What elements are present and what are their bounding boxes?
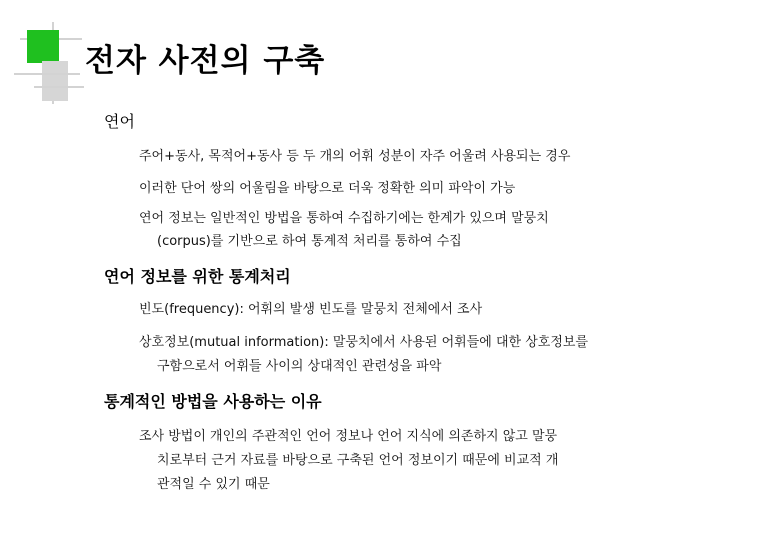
bullet-line-continuation: (corpus)를 기반으로 하여 통계적 처리를 통하여 수집 — [157, 234, 462, 249]
bullet-line-continuation: 치로부터 근거 자료를 바탕으로 구축된 언어 정보이기 때문에 비교적 개 — [157, 453, 559, 468]
bullet-line: 연어 정보는 일반적인 방법을 통하여 수집하기에는 한계가 있으며 말뭉치 — [139, 211, 549, 226]
bullet-line: 조사 방법이 개인의 주관적인 언어 정보나 언어 지식에 의존하지 않고 말뭉 — [139, 429, 558, 444]
bullet-line-continuation: 관적일 수 있기 때문 — [157, 477, 270, 492]
slide-title: 전자 사전의 구축 — [85, 43, 326, 79]
section-heading-statistics: 연어 정보를 위한 통계처리 — [104, 267, 291, 286]
decor-gray-square — [42, 61, 68, 101]
bullet-line: 빈도(frequency): 어휘의 발생 빈도를 말뭉치 전체에서 조사 — [139, 302, 483, 317]
bullet-line: 상호정보(mutual information): 말뭉치에서 사용된 어휘들에 대한 상호정보를 — [139, 335, 588, 350]
bullet-line-continuation: 구함으로서 어휘들 사이의 상대적인 관련성을 파악 — [157, 359, 442, 374]
decor-horizontal-line-bottom — [34, 86, 84, 88]
bullet-line: 이러한 단어 쌍의 어울림을 바탕으로 더욱 정확한 의미 파악이 가능 — [139, 181, 516, 196]
bullet-line: 주어+동사, 목적어+동사 등 두 개의 어휘 성분이 자주 어울려 사용되는 경우 — [139, 149, 571, 164]
decor-green-square — [27, 30, 59, 63]
section-heading-reason: 통계적인 방법을 사용하는 이유 — [104, 392, 322, 411]
decor-horizontal-line-middle — [14, 73, 80, 75]
section-heading-collocation: 연어 — [104, 112, 135, 131]
